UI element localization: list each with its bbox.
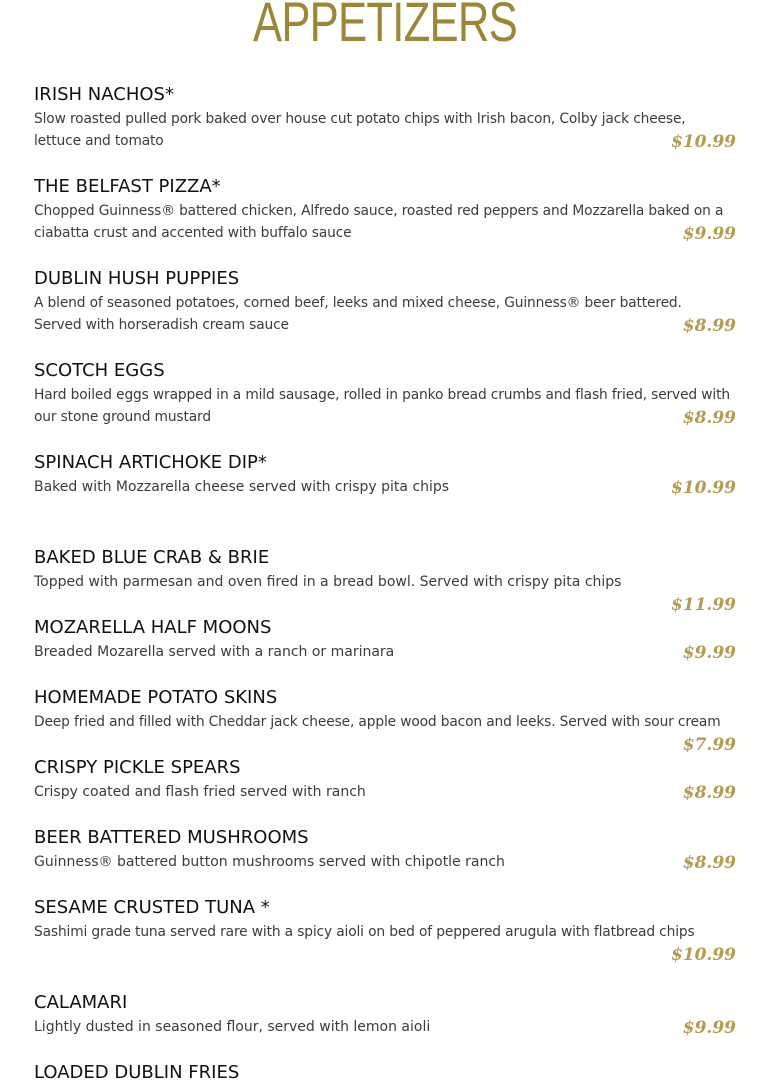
item-price: $11.99 [670, 595, 736, 615]
item-name: IRISH NACHOS* [34, 84, 174, 105]
menu-item [34, 359, 736, 428]
item-price: $8.99 [682, 408, 736, 428]
item-price: $8.99 [682, 783, 736, 803]
item-description: Sashimi grade tuna served rare with a spicy aioli on bed of peppered arugula with flatbread chips [34, 924, 695, 940]
item-price: $9.99 [682, 1018, 736, 1038]
item-name: SCOTCH EGGS [34, 360, 165, 381]
menu-item [34, 175, 736, 244]
menu-item [34, 616, 736, 663]
menu-item [34, 451, 736, 498]
menu-item [34, 1061, 736, 1085]
menu-item [34, 991, 736, 1038]
item-price: $7.99 [682, 735, 736, 755]
menu-item [34, 686, 736, 755]
menu-item [34, 826, 736, 873]
item-description: Hard boiled eggs wrapped in a mild sausage, rolled in panko bread crumbs and flash fried, served with our stone ground mustard [34, 387, 730, 425]
item-price: $10.99 [670, 478, 736, 498]
item-price: $10.99 [670, 945, 736, 965]
item-name: SPINACH ARTICHOKE DIP* [34, 452, 267, 473]
item-price: $8.99 [682, 316, 736, 336]
item-description: Chopped Guinness® battered chicken, Alfredo sauce, roasted red peppers and Mozzarella baked on a ciabatta crust and accented with buffalo sauce [34, 203, 724, 241]
item-description: Topped with parmesan and oven fired in a bread bowl. Served with crispy pita chips [34, 574, 622, 590]
item-price: $9.99 [682, 224, 736, 244]
page-title: APPETIZERS [252, 0, 518, 53]
item-name: DUBLIN HUSH PUPPIES [34, 268, 240, 289]
item-description: A blend of seasoned potatoes, corned beef, leeks and mixed cheese, Guinness® beer battered. Served with horseradish cream sauce [34, 295, 682, 333]
item-name: MOZARELLA HALF MOONS [34, 617, 272, 638]
item-price: $8.99 [682, 853, 736, 873]
item-name: CRISPY PICKLE SPEARS [34, 757, 241, 778]
menu-item [34, 267, 736, 336]
menu-item [34, 896, 736, 965]
item-name: HOMEMADE POTATO SKINS [34, 687, 278, 708]
item-name: BAKED BLUE CRAB & BRIE [34, 547, 270, 568]
item-name: CALAMARI [34, 992, 128, 1013]
menu-item [34, 546, 736, 615]
item-price: $9.99 [682, 643, 736, 663]
item-description: Guinness® battered button mushrooms served with chipotle ranch [34, 854, 505, 870]
item-description: Deep fried and filled with Cheddar jack cheese, apple wood bacon and leeks. Served with sour cream [34, 714, 721, 730]
menu-item [34, 756, 736, 803]
menu-item [34, 83, 736, 152]
item-description: Breaded Mozarella served with a ranch or marinara [34, 644, 395, 660]
item-description: Slow roasted pulled pork baked over house cut potato chips with Irish bacon, Colby jack cheese, lettuce and tomato [34, 111, 686, 149]
item-name: BEER BATTERED MUSHROOMS [34, 827, 309, 848]
item-description: Lightly dusted in seasoned flour, served with lemon aioli [34, 1019, 431, 1035]
item-description: Crispy coated and flash fried served with ranch [34, 784, 366, 800]
item-name: LOADED DUBLIN FRIES [34, 1062, 240, 1083]
item-name: SESAME CRUSTED TUNA * [34, 897, 270, 918]
item-name: THE BELFAST PIZZA* [34, 176, 221, 197]
item-description: Baked with Mozzarella cheese served with crispy pita chips [34, 479, 450, 495]
item-price: $10.99 [670, 132, 736, 152]
